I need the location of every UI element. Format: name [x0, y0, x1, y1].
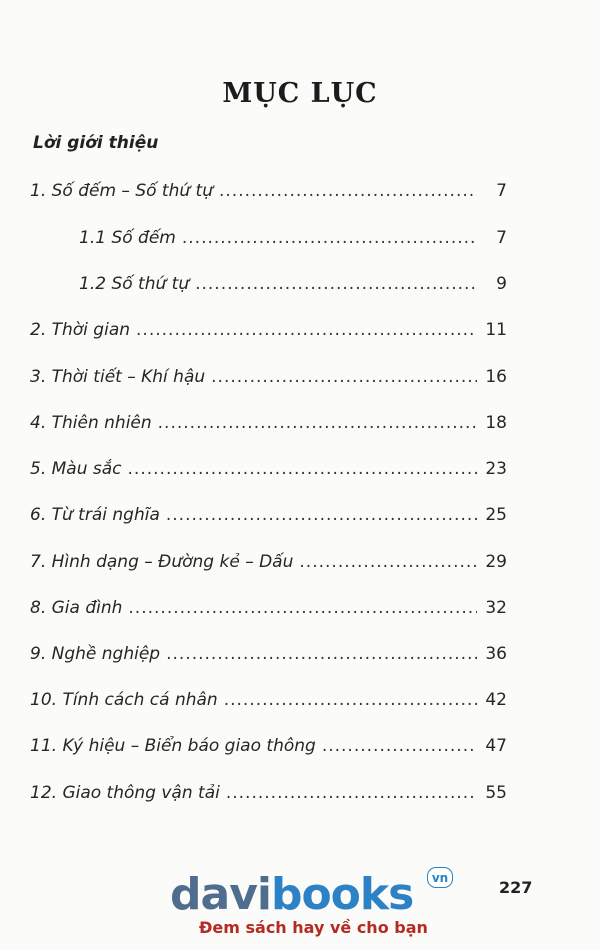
toc-dot-leader: [128, 459, 477, 479]
toc-dot-leader: [182, 228, 477, 248]
toc-entry-label: 5. Màu sắc: [30, 459, 122, 479]
toc-entry-page: 7: [496, 228, 507, 248]
toc-entry: [79, 228, 507, 248]
intro-heading: Lời giới thiệu: [33, 133, 159, 153]
toc-entry: [30, 690, 507, 710]
toc-entry: [30, 459, 507, 479]
page-title: MỤC LỤC: [222, 78, 378, 109]
toc-entry-label: 11. Ký hiệu – Biển báo giao thông: [30, 736, 316, 756]
toc-entry: [30, 320, 507, 340]
toc-entry-page: 47: [485, 736, 507, 756]
logo-text-davi: davi: [170, 869, 271, 920]
toc-entry-page: 36: [485, 644, 507, 664]
toc-dot-leader: [166, 505, 477, 525]
logo-tagline: Đem sách hay về cho bạn: [199, 918, 428, 937]
toc-dot-leader: [136, 320, 477, 340]
toc-entry-label: 9. Nghề nghiệp: [30, 644, 161, 664]
toc-entry: [30, 736, 507, 756]
logo-vn-badge: vn: [427, 867, 453, 888]
toc-entry-page: 16: [485, 367, 507, 387]
toc-entry: [79, 274, 507, 294]
toc-dot-leader: [322, 736, 477, 756]
toc-entry-page: 32: [485, 598, 507, 618]
davibooks-logo: [170, 869, 414, 920]
toc-dot-leader: [219, 181, 477, 201]
toc-entry-page: 55: [485, 783, 507, 803]
toc-entry-label: 4. Thiên nhiên: [30, 413, 152, 433]
toc-entry: [30, 598, 507, 618]
toc-entry-label: 8. Gia đình: [30, 598, 123, 618]
page-number: 227: [499, 878, 533, 897]
toc-dot-leader: [128, 598, 477, 618]
logo-text-books: books: [270, 869, 414, 920]
toc-dot-leader: [195, 274, 477, 294]
toc-entry: [30, 505, 507, 525]
toc-entry: [30, 644, 507, 664]
toc-dot-leader: [226, 783, 477, 803]
toc-dot-leader: [299, 552, 477, 572]
toc-dot-leader: [224, 690, 477, 710]
toc-dot-leader: [166, 644, 477, 664]
toc-entry-page: 18: [485, 413, 507, 433]
toc-entry-page: 25: [485, 505, 507, 525]
toc-dot-leader: [158, 413, 477, 433]
toc-entry-label: 7. Hình dạng – Đường kẻ – Dấu: [30, 552, 294, 572]
toc-entry: [30, 552, 507, 572]
toc-dot-leader: [211, 367, 477, 387]
toc-entry-page: 29: [485, 552, 507, 572]
toc-entry-label: 10. Tính cách cá nhân: [30, 690, 218, 710]
toc-entry: [30, 367, 507, 387]
toc-entry-label: 2. Thời gian: [30, 320, 131, 340]
toc-entry-label: 1.2 Số thứ tự: [79, 274, 190, 294]
toc-entry-page: 42: [485, 690, 507, 710]
toc-entry: [30, 783, 507, 803]
toc-entry-label: 12. Giao thông vận tải: [30, 783, 220, 803]
toc-entry: [30, 413, 507, 433]
toc-entry: [30, 181, 507, 201]
toc-entry-page: 9: [496, 274, 507, 294]
toc-entry-label: 1. Số đếm – Số thứ tự: [30, 181, 213, 201]
toc-entry-page: 23: [485, 459, 507, 479]
toc-entry-label: 3. Thời tiết – Khí hậu: [30, 367, 206, 387]
toc-entry-label: 1.1 Số đếm: [79, 228, 176, 248]
toc-entry-page: 7: [496, 181, 507, 201]
toc-entry-label: 6. Từ trái nghĩa: [30, 505, 160, 525]
toc-entry-page: 11: [485, 320, 507, 340]
